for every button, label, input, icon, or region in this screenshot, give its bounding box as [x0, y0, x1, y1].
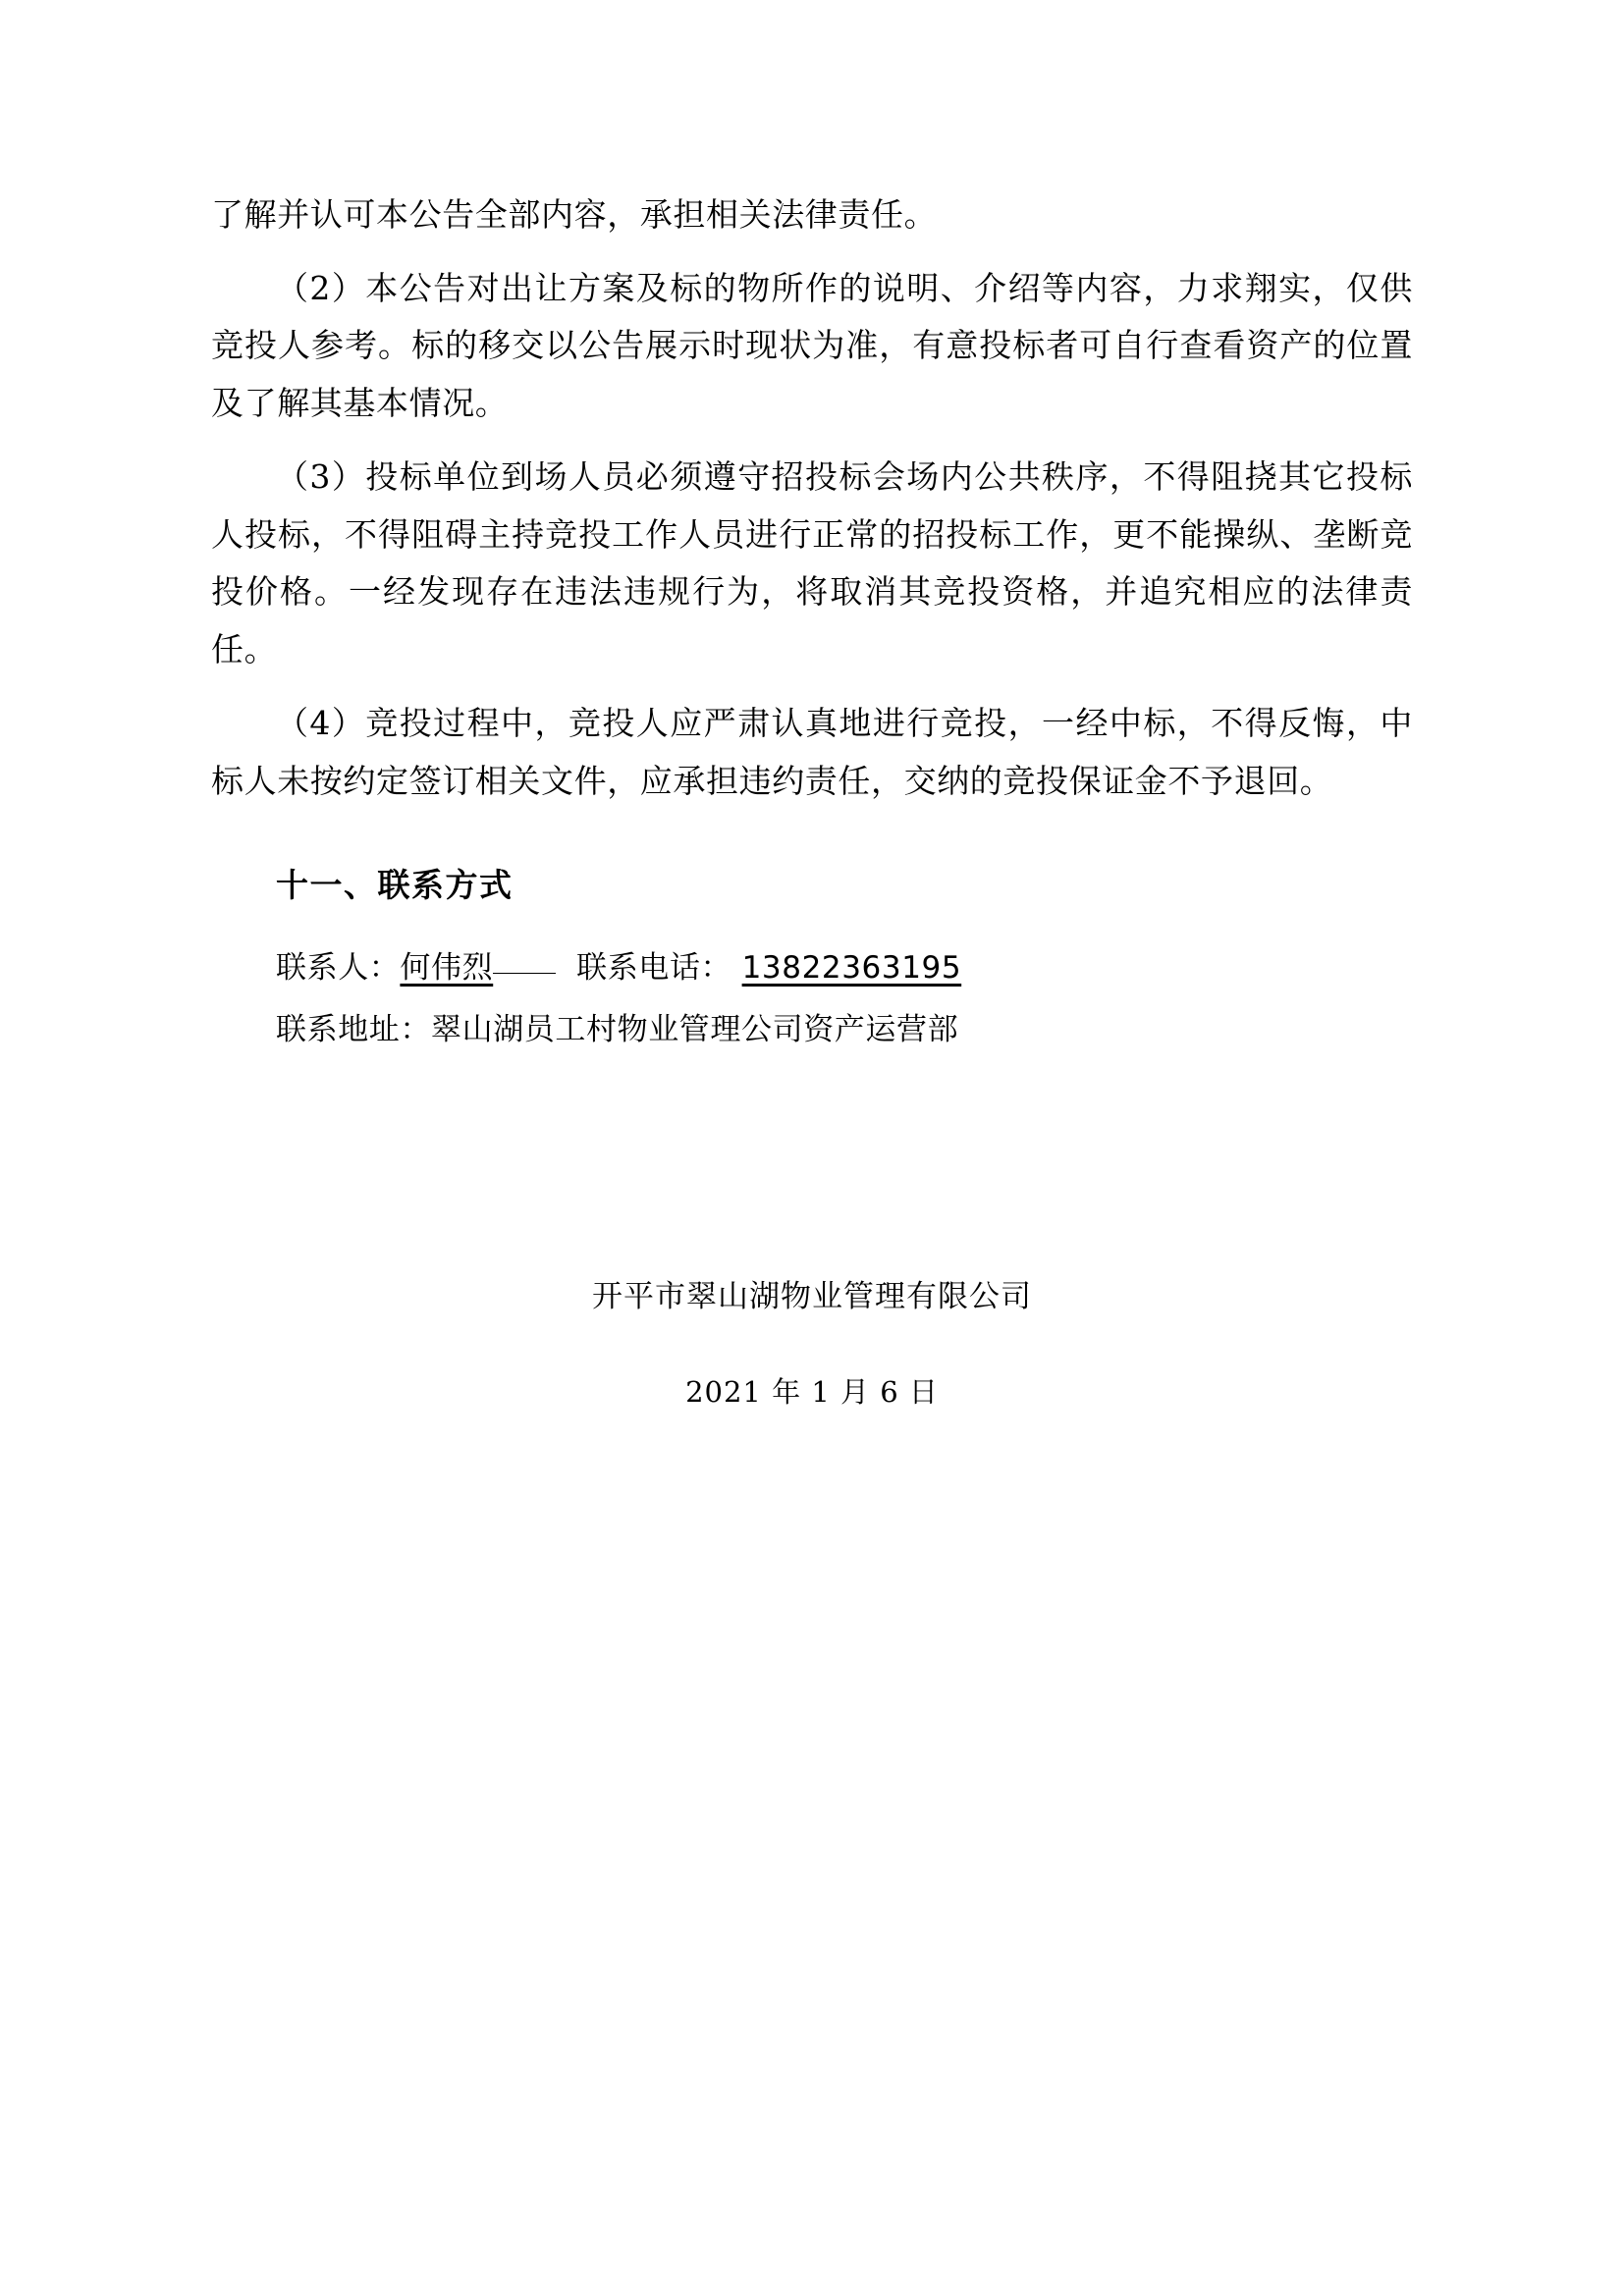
signature-date-day: 6 [880, 1374, 899, 1409]
paragraph-item-3: （3）投标单位到场人员必须遵守招投标会场内公共秩序，不得阻挠其它投标人投标，不得阻碍主持竞投工作人员进行正常的招投标工作，更不能操纵、垄断竞投价格。一经发现存在违法违规行为，将取消其竞投资格，并追究相应的法律责任。 [211, 456, 1413, 669]
signature-date-month-unit: 月 [840, 1374, 871, 1409]
signature-block [211, 1270, 1413, 1418]
paragraph-item-4: （4）竞投过程中，竞投人应严肃认真地进行竞投，一经中标，不得反悔，中标人未按约定签订相关文件，应承担违约责任，交纳的竞投保证金不予退回。 [211, 703, 1413, 800]
contact-address-label: 联系地址： [276, 1012, 431, 1048]
paragraph-item-2: （2）本公告对出让方案及标的物所作的说明、介绍等内容，力求翔实，仅供竞投人参考。标的移交以公告展示时现状为准，有意投标者可自行查看资产的位置及了解其基本情况。 [211, 268, 1413, 423]
signature-date-month: 1 [811, 1374, 831, 1409]
contact-phone-label: 联系电话： [576, 950, 732, 987]
contact-person-value: 何伟烈 [400, 950, 494, 987]
signature-date-year: 2021 [685, 1374, 762, 1409]
contact-address-value: 翠山湖员工村物业管理公司资产运营部 [431, 1012, 959, 1048]
signature-date-year-unit: 年 [772, 1374, 802, 1409]
section-heading-contact: 十一、联系方式 [276, 866, 514, 905]
contact-person-underline-filler [493, 973, 556, 974]
contact-address-line [211, 1002, 1413, 1058]
signature-date [211, 1367, 1413, 1418]
paragraph-continued: 了解并认可本公告全部内容，承担相关法律责任。 [211, 195, 938, 234]
document-body [211, 187, 1413, 1418]
contact-person-label: 联系人： [276, 950, 401, 987]
contact-phone-value: 13822363195 [741, 950, 962, 987]
contact-person-line [211, 940, 1413, 996]
signature-company: 开平市翠山湖物业管理有限公司 [592, 1278, 1032, 1314]
signature-date-day-unit: 日 [908, 1374, 939, 1409]
